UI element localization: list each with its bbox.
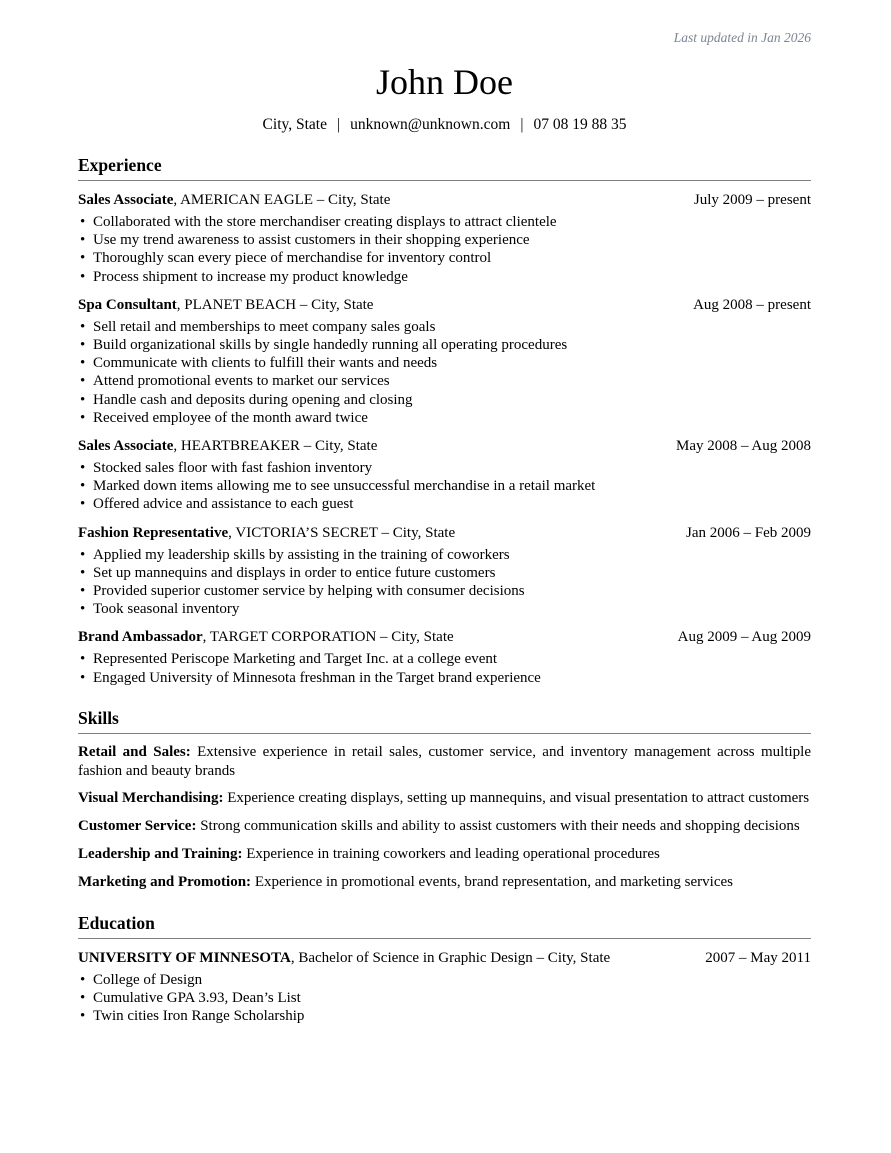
section-title-experience: Experience [78, 155, 811, 181]
entry-affiliation: , Bachelor of Science in Graphic Design – City, State [290, 949, 611, 966]
entry-dates: July 2009 – present [693, 192, 811, 208]
bullet-item: • Collaborated with the store merchandiser creating displays to attract clientele [78, 213, 811, 231]
bullet-item: • Communicate with clients to fulfill their wants and needs [78, 354, 811, 372]
entry-dates: Aug 2009 – Aug 2009 [677, 629, 811, 646]
bullet-item: • Use my trend awareness to assist customers in their shopping experience [78, 231, 811, 249]
bullet-item: • Engaged University of Minnesota freshman in the Target brand experience [78, 669, 811, 687]
bullet-item: • Offered advice and assistance to each guest [78, 495, 811, 513]
section-title-education: Education [78, 913, 811, 939]
skill-item [78, 845, 811, 864]
entry-bullets [78, 213, 811, 286]
entry-institution: UNIVERSITY OF MINNESOTA [78, 949, 291, 966]
entry-header [78, 628, 811, 647]
skill-item [78, 789, 811, 808]
entry-position: Sales Associate [78, 192, 174, 208]
entry-affiliation: , TARGET CORPORATION – City, State [202, 629, 454, 646]
entry-dates: May 2008 – Aug 2008 [676, 438, 811, 455]
entry-position: Spa Consultant [78, 296, 177, 313]
bullet-item: • Provided superior customer service by helping with consumer decisions [78, 582, 811, 600]
contact-location: City, State [262, 116, 327, 133]
entry-bullets [78, 459, 811, 514]
bullet-item: • Represented Periscope Marketing and Target Inc. at a college event [78, 650, 811, 668]
entry-title [78, 628, 454, 647]
skill-label: Marketing and Promotion: [78, 873, 252, 890]
entry-dates: Aug 2008 – present [693, 296, 811, 313]
bullet-item: • Thoroughly scan every piece of merchandise for inventory control [78, 249, 811, 267]
bullet-item: • Applied my leadership skills by assisting in the training of coworkers [78, 546, 811, 564]
section-skills [78, 708, 811, 892]
entry-position: Brand Ambassador [78, 629, 203, 646]
entry-bullets [78, 318, 811, 427]
experience-entry [78, 628, 811, 686]
entry-title [78, 437, 377, 456]
experience-entry [78, 437, 811, 514]
entry-position: Sales Associate [78, 438, 174, 455]
skill-item [78, 817, 811, 836]
section-title-skills: Skills [78, 708, 811, 734]
contact-separator: | [336, 116, 341, 133]
bullet-item: • Build organizational skills by single handedly running all operating procedures [78, 336, 811, 354]
skill-label: Visual Merchandising: [78, 790, 224, 807]
entry-header [78, 296, 811, 315]
entry-header [78, 437, 811, 456]
entry-affiliation: , VICTORIA’S SECRET – City, State [228, 524, 456, 541]
last-updated-note: Last updated in Jan 2026 [673, 30, 811, 45]
experience-entry [78, 296, 811, 427]
skill-text: Experience in promotional events, brand representation, and marketing services [251, 873, 733, 890]
skill-label: Customer Service: [78, 818, 197, 835]
entry-header [78, 191, 811, 210]
entry-affiliation: , HEARTBREAKER – City, State [173, 438, 378, 455]
bullet-item: • College of Design [78, 971, 811, 989]
bullet-item: • Twin cities Iron Range Scholarship [78, 1007, 811, 1025]
contact-line [78, 115, 811, 134]
entry-affiliation: , AMERICAN EAGLE – City, State [173, 192, 391, 208]
entry-position: Fashion Representative [78, 524, 229, 541]
bullet-item: • Marked down items allowing me to see unsuccessful merchandise in a retail market [78, 477, 811, 495]
entry-bullets [78, 971, 811, 1026]
entry-header [78, 949, 811, 968]
skill-text: Strong communication skills and ability to assist customers with their needs and shopping decisions [196, 818, 800, 835]
skill-text: Experience in training coworkers and leading operational procedures [242, 846, 660, 863]
entry-header [78, 524, 811, 543]
entry-title [78, 524, 455, 543]
skill-label: Leadership and Training: [78, 846, 243, 863]
skill-text: Experience creating displays, setting up mannequins, and visual presentation to attract customers [223, 790, 810, 807]
bullet-item: • Set up mannequins and displays in order to entice future customers [78, 564, 811, 582]
entry-title [78, 296, 373, 315]
experience-entry [78, 524, 811, 619]
skill-item [78, 743, 811, 781]
contact-email: unknown@unknown.com [350, 116, 511, 133]
candidate-name: John Doe [376, 62, 513, 102]
bullet-item: • Stocked sales floor with fast fashion inventory [78, 459, 811, 477]
bullet-item: • Attend promotional events to market our services [78, 372, 811, 390]
bullet-item: • Received employee of the month award twice [78, 409, 811, 427]
skill-item [78, 873, 811, 892]
bullet-item: • Handle cash and deposits during opening and closing [78, 391, 811, 409]
entry-bullets [78, 546, 811, 619]
bullet-item: • Cumulative GPA 3.93, Dean’s List [78, 989, 811, 1007]
entry-affiliation: , PLANET BEACH – City, State [176, 296, 374, 313]
bullet-item: • Process shipment to increase my product knowledge [78, 268, 811, 286]
bullet-item: • Took seasonal inventory [78, 600, 811, 618]
experience-entry [78, 191, 811, 286]
contact-separator: | [520, 116, 524, 133]
section-education [78, 913, 811, 1026]
bullet-item: • Sell retail and memberships to meet company sales goals [78, 318, 811, 336]
contact-phone: 07 08 19 88 35 [533, 116, 627, 133]
education-entry [78, 949, 811, 1026]
section-experience [78, 155, 811, 687]
entry-title [78, 191, 390, 210]
entry-dates: 2007 – May 2011 [705, 949, 811, 966]
skill-text: Extensive experience in retail sales, customer service, and inventory management across multiple fashion and beauty brands [78, 743, 811, 779]
entry-bullets [78, 650, 811, 686]
skill-label: Retail and Sales: [78, 743, 191, 760]
entry-dates: Jan 2006 – Feb 2009 [686, 524, 811, 541]
entry-title [78, 949, 610, 968]
